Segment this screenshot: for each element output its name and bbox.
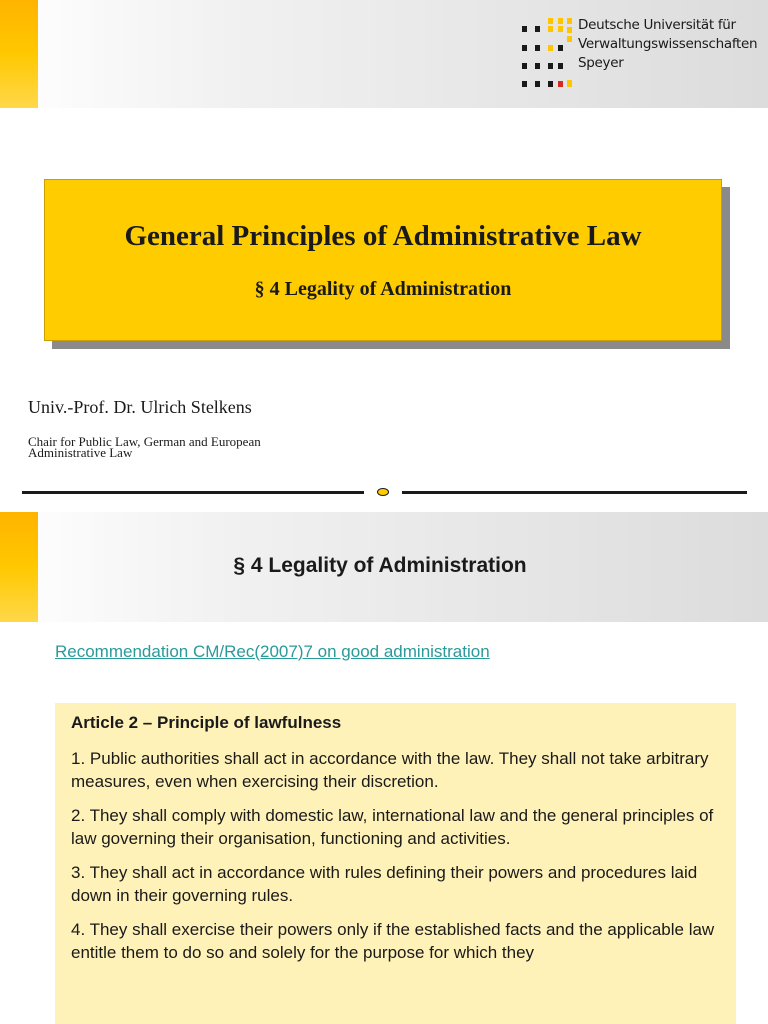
header-accent-bar — [0, 0, 38, 108]
article-box — [55, 703, 736, 1024]
slide-title: § 4 Legality of Administration — [233, 554, 527, 577]
article-heading: Article 2 – Principle of lawfulness — [71, 713, 342, 732]
article-paragraph: 1. Public authorities shall act in accordance with the law. They shall not take arbitrary measures, even when exercising their discretion. — [71, 749, 709, 791]
university-name — [578, 16, 757, 73]
logo-mark-icon — [520, 18, 572, 90]
content-slide — [0, 512, 768, 1024]
author-chair: Chair for Public Law, German and European Administrative Law — [28, 434, 261, 460]
logo-line-3: Speyer — [578, 55, 624, 71]
title-box — [44, 179, 722, 341]
divider-right — [402, 491, 747, 494]
article-paragraph: 3. They shall act in accordance with rules defining their powers and procedures laid down in their governing rules. — [71, 863, 698, 905]
article-paragraph: 2. They shall comply with domestic law, international law and the general principles of law governing their organisation, functioning and activities. — [71, 806, 714, 848]
article-paragraphs — [71, 747, 726, 975]
logo-line-1: Deutsche Universität für — [578, 17, 736, 33]
recommendation-link[interactable]: Recommendation CM/Rec(2007)7 on good administration — [55, 642, 490, 661]
article-paragraph: 4. They shall exercise their powers only if the established facts and the applicable law entitle them to do so and solely for the purpose for which they — [71, 920, 715, 962]
presentation-subtitle: § 4 Legality of Administration — [254, 278, 512, 300]
logo-line-2: Verwaltungswissenschaften — [578, 36, 758, 52]
author-name: Univ.-Prof. Dr. Ulrich Stelkens — [28, 397, 252, 417]
divider-left — [22, 491, 364, 494]
presentation-title: General Principles of Administrative Law — [124, 220, 642, 252]
divider-ornament-icon — [377, 488, 389, 496]
university-logo — [520, 16, 758, 91]
